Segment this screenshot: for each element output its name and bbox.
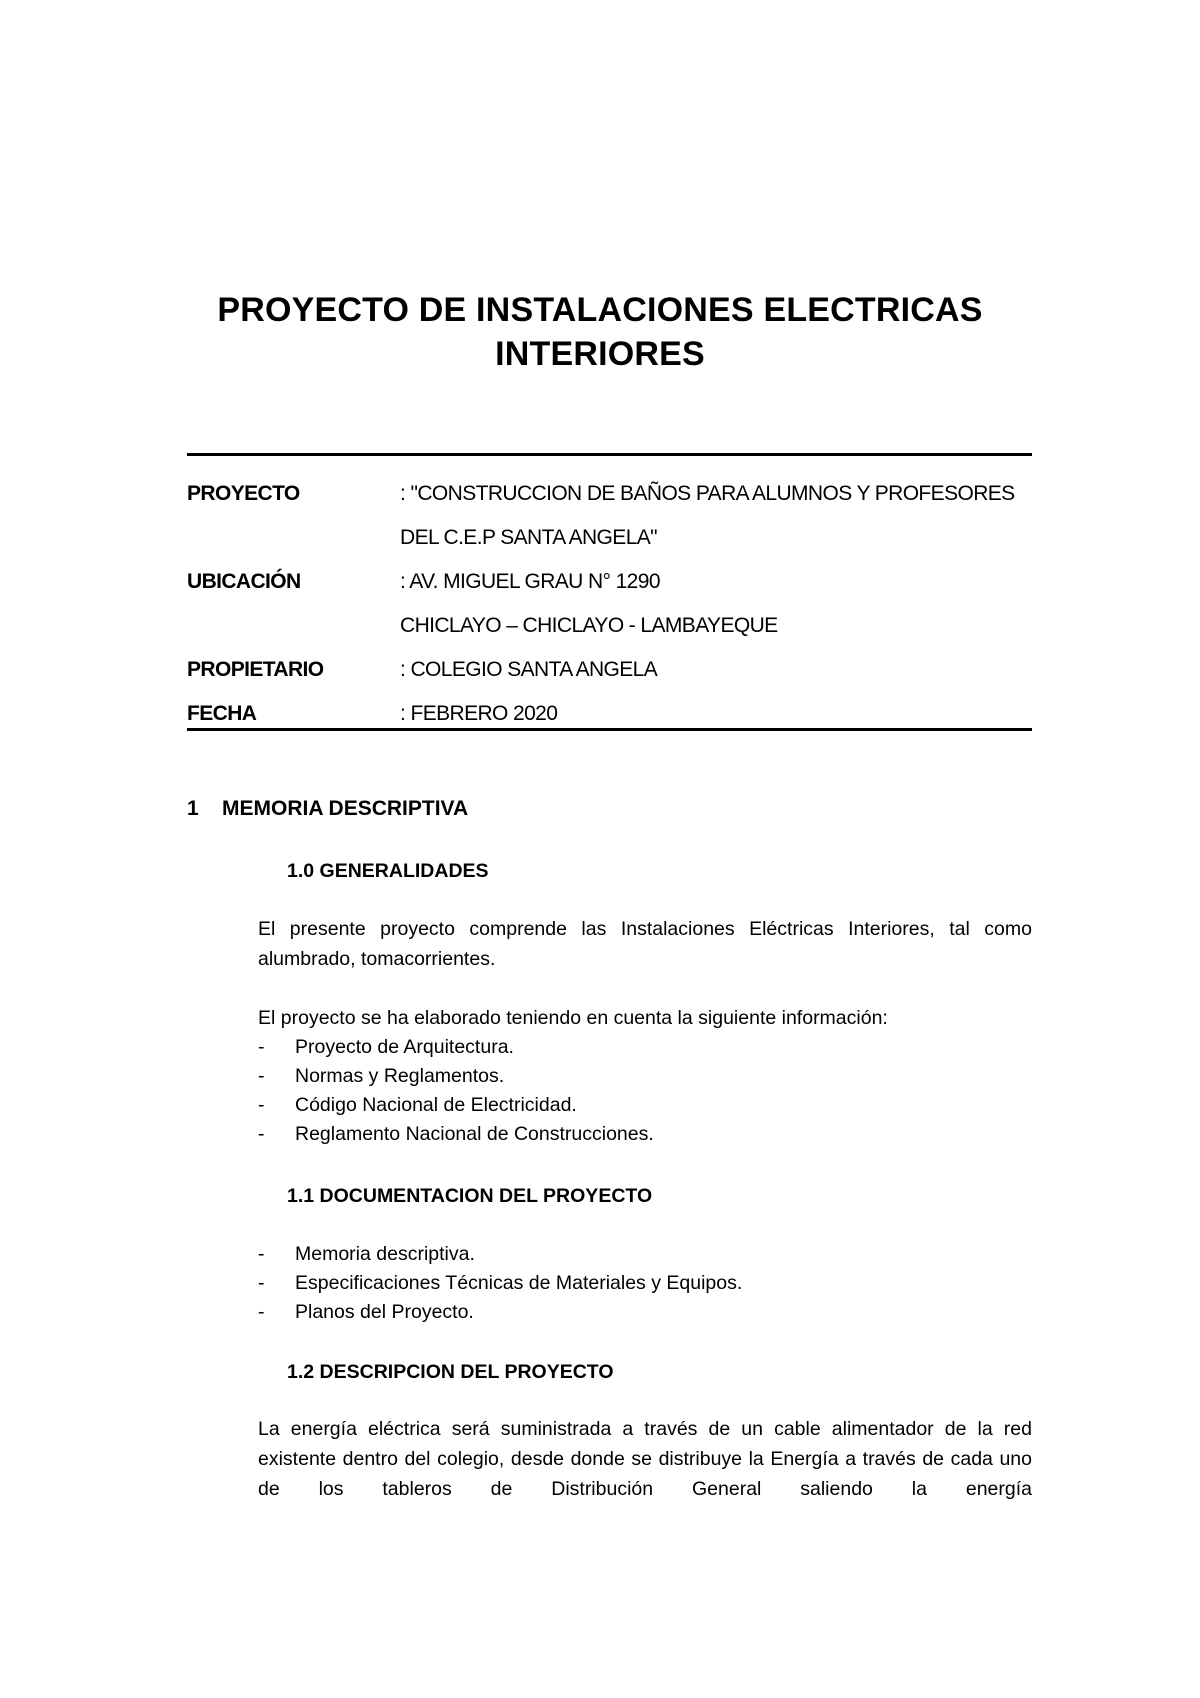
subsection-heading-generalidades: 1.0 GENERALIDADES	[287, 860, 489, 882]
list-item: - Memoria descriptiva.	[258, 1243, 475, 1265]
section-title: MEMORIA DESCRIPTIVA	[222, 797, 469, 820]
paragraph-descripcion: La energía eléctrica será suministrada a través de un cable alimentador de la red existente dentro del colegio, desde donde se distribuye la Energía a través de cada uno de los tableros de Distribución General saliendo la energía	[258, 1418, 1032, 1500]
subsection-heading-documentacion: 1.1 DOCUMENTACION DEL PROYECTO	[287, 1185, 653, 1207]
subsection-heading-descripcion: 1.2 DESCRIPCION DEL PROYECTO	[287, 1361, 614, 1383]
bottom-rule	[187, 728, 1032, 731]
ubicacion-value-cont: CHICLAYO – CHICLAYO - LAMBAYEQUE	[400, 614, 778, 637]
propietario-value: : COLEGIO SANTA ANGELA	[400, 658, 658, 681]
list-item: - Especificaciones Técnicas de Materiales y Equipos.	[258, 1272, 743, 1294]
list-item: - Código Nacional de Electricidad.	[258, 1094, 577, 1116]
ubicacion-value: : AV. MIGUEL GRAU N° 1290	[400, 570, 660, 593]
paragraph-generalidades: El presente proyecto comprende las Instalaciones Eléctricas Interiores, tal como alumbrado, tomacorrientes.	[258, 918, 1032, 970]
information-list	[258, 1033, 1032, 1149]
proyecto-label: PROYECTO	[187, 482, 300, 505]
list-item: - Reglamento Nacional de Construcciones.	[258, 1123, 654, 1145]
paragraph-informacion: El proyecto se ha elaborado teniendo en cuenta la siguiente información:	[258, 1007, 888, 1029]
section-heading	[187, 797, 468, 821]
list-item: - Proyecto de Arquitectura.	[258, 1036, 514, 1058]
ubicacion-label: UBICACIÓN	[187, 570, 301, 593]
propietario-label: PROPIETARIO	[187, 658, 324, 681]
list-item: - Planos del Proyecto.	[258, 1301, 474, 1323]
documentation-list	[258, 1240, 1032, 1327]
proyecto-value-cont: DEL C.E.P SANTA ANGELA"	[400, 526, 658, 549]
top-rule	[187, 453, 1032, 456]
list-item: - Normas y Reglamentos.	[258, 1065, 505, 1087]
fecha-label: FECHA	[187, 702, 257, 725]
fecha-value: : FEBRERO 2020	[400, 702, 558, 725]
title-line-2: INTERIORES	[495, 335, 705, 373]
document-title	[150, 288, 1050, 376]
section-number: 1	[187, 797, 199, 820]
title-line-1: PROYECTO DE INSTALACIONES ELECTRICAS	[217, 291, 983, 329]
proyecto-value: : "CONSTRUCCION DE BAÑOS PARA ALUMNOS Y PROFESORES	[400, 482, 1015, 505]
